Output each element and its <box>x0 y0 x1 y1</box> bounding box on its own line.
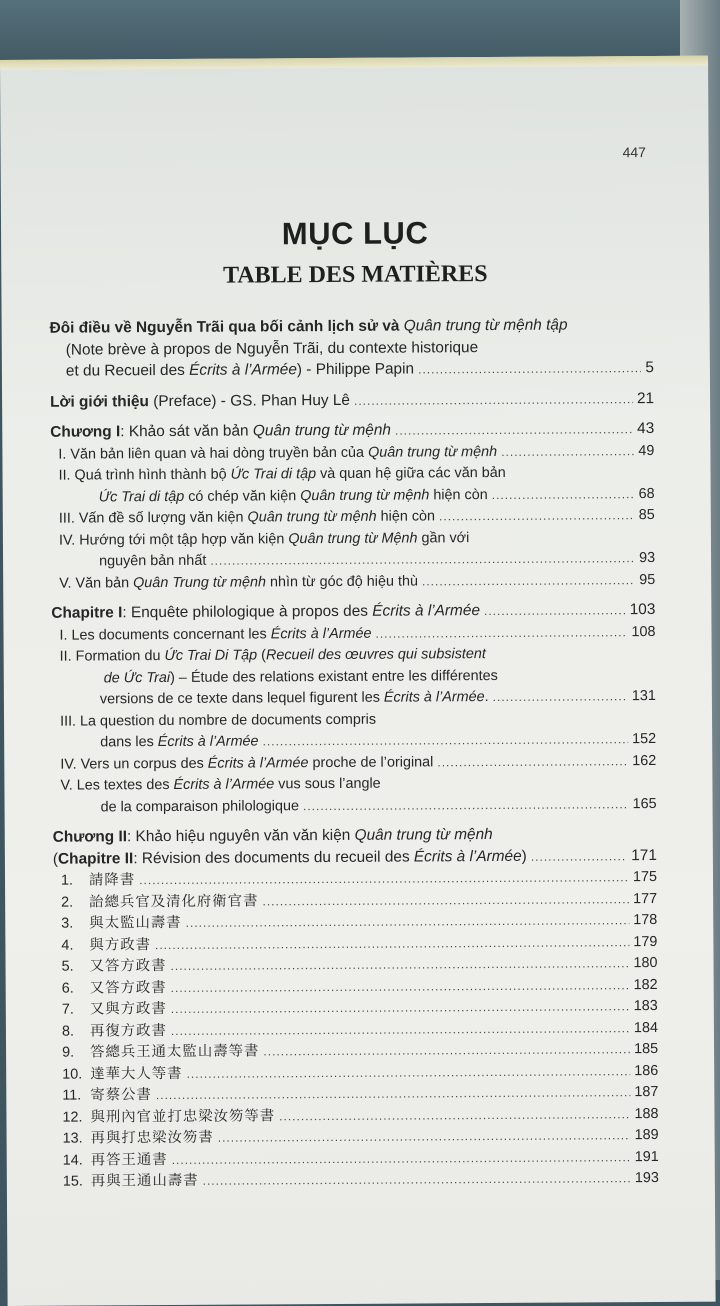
item-title: 又答方政書 <box>89 979 167 996</box>
item-title: 答總兵王通太監山壽等書 <box>90 1043 260 1061</box>
item-page: 193 <box>634 1169 659 1187</box>
item-number: 12. <box>62 1109 83 1126</box>
item-page: 184 <box>633 1019 658 1036</box>
item-page: 183 <box>633 997 658 1015</box>
toc-subentry: II. Formation du Ức Trai Di Tập (Recueil des œuvres qui subsistent de Ức Trai) – Étude des relations existant entre les différentes versions de ce texte dans lequel figurent les Écrits à l’Armée. ..... 131 <box>52 643 656 711</box>
toc-subentry: IV. Hướng tới một tập hợp văn kiện Quân trung từ Mệnh gần với nguyên bản nhất ..... 93 <box>51 527 655 574</box>
item-number: 6. <box>61 980 74 997</box>
item-number: 13. <box>62 1130 83 1147</box>
item-number: 2. <box>61 894 74 911</box>
item-number: 3. <box>61 915 74 932</box>
item-page: 189 <box>634 1126 659 1144</box>
item-number: 8. <box>61 1023 74 1040</box>
item-number: 5. <box>61 958 74 975</box>
toc-entry-chapitre-1: Chapitre I: Enquête philologique à propos des Écrits à l’Armée ..... 103 <box>51 599 655 625</box>
toc-subentry: V. Văn bản Quân Trung từ mệnh nhìn từ góc độ hiệu thù ..... 95 <box>51 570 655 595</box>
item-title: 與方政書 <box>89 936 152 953</box>
item-title: 又與方政書 <box>89 1000 167 1018</box>
chinese-document-list <box>53 867 659 1193</box>
item-page: 191 <box>634 1148 659 1165</box>
item-page: 179 <box>633 933 658 950</box>
item-page: 185 <box>633 1040 659 1058</box>
item-number: 14. <box>62 1152 83 1169</box>
title-french: TABLE DES MATIÈRES <box>222 261 488 289</box>
toc-subentry: I. Les documents concernant les Écrits à l’Armée ..... 108 <box>51 622 655 647</box>
item-number: 4. <box>61 937 74 954</box>
item-title: 再復方政書 <box>89 1022 167 1039</box>
item-title: 再與王通山壽書 <box>90 1172 199 1190</box>
item-page: 178 <box>633 912 658 929</box>
item-page: 182 <box>633 976 658 993</box>
item-title: 與太監山壽書 <box>89 914 182 932</box>
item-number: 7. <box>61 1001 74 1018</box>
item-number: 11. <box>62 1087 82 1104</box>
item-title: 達華大人等書 <box>90 1065 183 1082</box>
item-page: 180 <box>633 955 658 972</box>
title-vietnamese: MỤC LỤC <box>281 215 429 252</box>
item-page: 186 <box>634 1062 659 1079</box>
toc-subentry: IV. Vers un corpus des Écrits à l’Armée proche de l’original ..... 162 <box>52 751 656 776</box>
table-of-contents <box>50 314 659 1193</box>
toc-subentry: I. Văn bản liên quan và hai dòng truyền bản của Quân trung từ mệnh ..... 49 <box>50 441 654 466</box>
item-number: 15. <box>62 1173 83 1190</box>
toc-chinese-item <box>55 1168 659 1193</box>
item-title: 與刑內官並打忠梁汝笏等書 <box>90 1107 276 1125</box>
page-number: 447 <box>622 144 646 161</box>
book-page <box>0 56 716 1306</box>
item-page: 177 <box>633 890 658 907</box>
toc-entry-chuong-2: Chương II: Khảo hiệu nguyên văn văn kiện Quân trung từ mệnh (Chapitre II: Révision des documents du recueil des Écrits à l’Armée) ..... 171 <box>53 823 657 871</box>
item-title: 請降書 <box>88 872 136 889</box>
toc-subentry: V. Les textes des Écrits à l’Armée vus sous l’angle de la comparaison philologique ..... 165 <box>52 772 656 819</box>
toc-subentry: III. La question du nombre de documents compris dans les Écrits à l’Armée ..... 152 <box>52 708 656 755</box>
item-page: 188 <box>634 1105 659 1122</box>
item-title: 詒總兵官及清化府衛官書 <box>89 892 259 910</box>
item-number: 9. <box>62 1044 75 1061</box>
item-title: 又答方政書 <box>89 957 167 975</box>
toc-entry-preface: Lời giới thiệu (Preface) - GS. Phan Huy Lê ..... 21 <box>50 388 654 414</box>
item-page: 175 <box>632 869 658 886</box>
item-title: 再答王通書 <box>90 1151 168 1168</box>
item-title: 寄蔡公書 <box>90 1087 152 1104</box>
toc-entry-chuong-1: Chương I: Khảo sát văn bản Quân trung từ mệnh ..... 43 <box>50 418 654 444</box>
toc-subentry: III. Vấn đề số lượng văn kiện Quân trung từ mệnh hiện còn ..... 85 <box>51 505 655 530</box>
toc-entry-philippe-papin: Đôi điều về Nguyễn Trãi qua bối cảnh lịch sử và Quân trung từ mệnh tập (Note brève à propos de Nguyễn Trãi, du contexte historique et du Recueil des Écrits à l’Armée) - Philippe Papin ..... 5 <box>50 314 654 383</box>
item-title: 再與打忠梁汝笏書 <box>90 1129 214 1147</box>
item-number: 10. <box>62 1066 83 1083</box>
item-number: 1. <box>60 872 74 889</box>
toc-subentry: II. Quá trình hình thành bộ Ức Trai di tập và quan hệ giữa các văn bản Ức Trai di tập có chép văn kiện Quân trung từ mệnh hiện còn ..... 68 <box>50 462 654 509</box>
item-page: 187 <box>634 1083 659 1101</box>
